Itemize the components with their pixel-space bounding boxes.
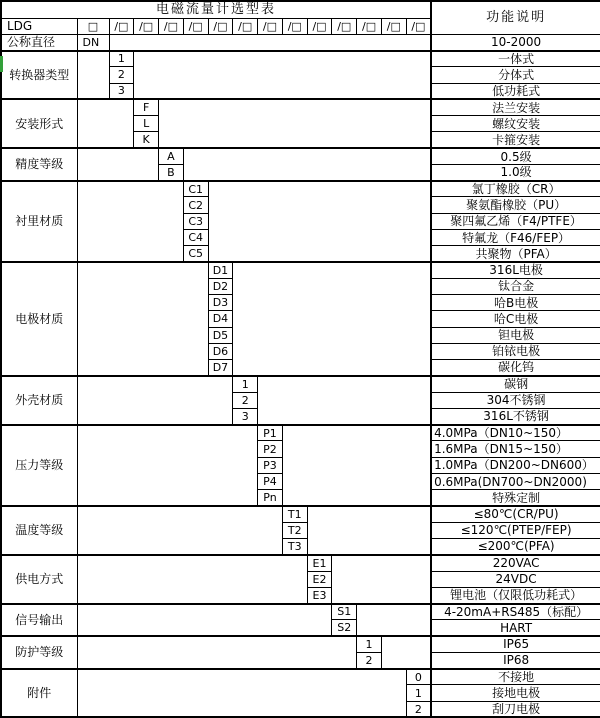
table-row	[1, 555, 600, 571]
desc-cell: 特殊定制	[431, 490, 600, 506]
category-label: 安装形式	[1, 99, 77, 148]
desc-cell: 316L不锈钢	[431, 408, 600, 424]
right-filler-cell	[233, 262, 431, 376]
right-filler-cell	[357, 604, 431, 637]
category-label: 信号输出	[1, 604, 77, 637]
code-cell: T1	[282, 506, 307, 522]
code-cell: D4	[208, 311, 233, 327]
table-row	[1, 425, 600, 441]
code-cell: S1	[332, 604, 357, 620]
table-title: 电磁流量计选型表	[1, 1, 431, 18]
right-filler-cell	[307, 506, 431, 555]
desc-cell: 卡箍安装	[431, 132, 600, 148]
category-label: 温度等级	[1, 506, 77, 555]
code-cell: A	[159, 148, 184, 164]
desc-cell: ≤80℃(CR/PU)	[431, 506, 600, 522]
model-slot-cell: /□	[134, 18, 159, 34]
title-row	[1, 1, 600, 18]
code-cell: 2	[406, 701, 431, 717]
table-row	[1, 636, 600, 652]
left-filler-cell	[77, 51, 109, 100]
desc-cell: 接地电极	[431, 685, 600, 701]
desc-cell: 共聚物（PFA）	[431, 246, 600, 262]
model-box-cell: □	[77, 18, 109, 34]
desc-cell: 0.6MPa(DN700~DN2000)	[431, 473, 600, 489]
code-cell: 1	[357, 636, 382, 652]
desc-cell: 碳钢	[431, 376, 600, 392]
function-column-header: 功能说明	[431, 1, 600, 34]
code-cell: F	[134, 99, 159, 115]
desc-cell: 钛合金	[431, 278, 600, 294]
model-slot-cell: /□	[183, 18, 208, 34]
model-prefix-cell: LDG	[1, 18, 77, 34]
desc-cell: 0.5级	[431, 148, 600, 164]
code-cell: T3	[282, 539, 307, 555]
desc-cell: 4.0MPa（DN10~150）	[431, 425, 600, 441]
code-cell: D5	[208, 327, 233, 343]
category-label: 衬里材质	[1, 181, 77, 262]
left-filler-cell	[77, 148, 159, 181]
desc-cell: 法兰安装	[431, 99, 600, 115]
model-slot-cell: /□	[381, 18, 406, 34]
code-cell: D1	[208, 262, 233, 278]
code-cell: T2	[282, 522, 307, 538]
category-label: 外壳材质	[1, 376, 77, 425]
right-filler-cell	[134, 51, 431, 100]
desc-cell: 哈B电极	[431, 295, 600, 311]
code-cell: K	[134, 132, 159, 148]
desc-cell: 氯丁橡胶（CR）	[431, 181, 600, 197]
model-slot-cell: /□	[307, 18, 332, 34]
model-slot-cell: /□	[159, 18, 184, 34]
diameter-value-cell: 10-2000	[431, 34, 600, 50]
table-row	[1, 506, 600, 522]
diameter-code-cell: DN	[77, 34, 109, 50]
desc-cell: 螺纹安装	[431, 116, 600, 132]
diameter-label-cell: 公称直径	[1, 34, 77, 50]
model-slot-cell: /□	[406, 18, 431, 34]
desc-cell: 刮刀电极	[431, 701, 600, 717]
table-row	[1, 604, 600, 620]
desc-cell: 220VAC	[431, 555, 600, 571]
table-row	[1, 669, 600, 685]
desc-cell: 特氟龙（F46/FEP）	[431, 229, 600, 245]
desc-cell: IP65	[431, 636, 600, 652]
desc-cell: 聚四氟乙烯（F4/PTFE）	[431, 213, 600, 229]
right-filler-cell	[208, 181, 431, 262]
table-row	[1, 51, 600, 67]
code-cell: S2	[332, 620, 357, 636]
category-label: 压力等级	[1, 425, 77, 506]
table-row	[1, 99, 600, 115]
desc-cell: 分体式	[431, 67, 600, 83]
code-cell: Pn	[258, 490, 283, 506]
diameter-filler-cell	[109, 34, 431, 50]
code-cell: E3	[307, 587, 332, 603]
desc-cell: ≤200℃(PFA)	[431, 539, 600, 555]
code-cell: C3	[183, 213, 208, 229]
model-slot-cell: /□	[332, 18, 357, 34]
left-filler-cell	[77, 262, 208, 376]
desc-cell: 铂铱电极	[431, 343, 600, 359]
code-cell: L	[134, 116, 159, 132]
code-cell: D2	[208, 278, 233, 294]
table-row	[1, 262, 600, 278]
table-row	[1, 148, 600, 164]
table-row	[1, 376, 600, 392]
desc-cell: 不接地	[431, 669, 600, 685]
green-selection-artifact	[0, 56, 3, 72]
desc-cell: 聚氨酯橡胶（PU）	[431, 197, 600, 213]
left-filler-cell	[77, 636, 357, 669]
left-filler-cell	[77, 604, 332, 637]
code-cell: 2	[109, 67, 134, 83]
desc-cell: IP68	[431, 652, 600, 668]
code-cell: D3	[208, 295, 233, 311]
category-label: 供电方式	[1, 555, 77, 604]
code-cell: 3	[109, 83, 134, 99]
category-label: 电极材质	[1, 262, 77, 376]
category-label: 转换器类型	[1, 51, 77, 100]
desc-cell: 4-20mA+RS485（标配）	[431, 604, 600, 620]
left-filler-cell	[77, 669, 406, 718]
code-cell: 2	[357, 652, 382, 668]
left-filler-cell	[77, 425, 258, 506]
desc-cell: ≤120℃(PTEP/FEP)	[431, 522, 600, 538]
code-cell: D7	[208, 360, 233, 376]
left-filler-cell	[77, 376, 233, 425]
desc-cell: 钽电极	[431, 327, 600, 343]
model-slot-cell: /□	[233, 18, 258, 34]
desc-cell: 哈C电极	[431, 311, 600, 327]
code-cell: C4	[183, 229, 208, 245]
model-slot-cell: /□	[208, 18, 233, 34]
model-slot-cell: /□	[109, 18, 134, 34]
desc-cell: 1.0级	[431, 164, 600, 180]
code-cell: C1	[183, 181, 208, 197]
right-filler-cell	[159, 99, 432, 148]
code-cell: C5	[183, 246, 208, 262]
code-cell: 2	[233, 392, 258, 408]
left-filler-cell	[77, 181, 183, 262]
code-cell: C2	[183, 197, 208, 213]
desc-cell: 304不锈钢	[431, 392, 600, 408]
desc-cell: 锂电池（仅限低功耗式）	[431, 587, 600, 603]
desc-cell: 碳化钨	[431, 360, 600, 376]
model-slot-cell: /□	[282, 18, 307, 34]
desc-cell: HART	[431, 620, 600, 636]
right-filler-cell	[332, 555, 431, 604]
code-cell: P1	[258, 425, 283, 441]
code-cell: P4	[258, 473, 283, 489]
desc-cell: 一体式	[431, 51, 600, 67]
code-cell: D6	[208, 343, 233, 359]
code-cell: 1	[406, 685, 431, 701]
code-cell: E1	[307, 555, 332, 571]
desc-cell: 1.6MPa（DN15~150）	[431, 441, 600, 457]
right-filler-cell	[381, 636, 431, 669]
code-cell: 3	[233, 408, 258, 424]
right-filler-cell	[183, 148, 431, 181]
category-label: 防护等级	[1, 636, 77, 669]
code-cell: 1	[109, 51, 134, 67]
desc-cell: 1.0MPa（DN200~DN600）	[431, 457, 600, 473]
left-filler-cell	[77, 99, 134, 148]
code-cell: E2	[307, 571, 332, 587]
model-slot-cell: /□	[357, 18, 382, 34]
code-cell: P2	[258, 441, 283, 457]
diameter-row	[1, 34, 600, 50]
desc-cell: 316L电极	[431, 262, 600, 278]
category-label: 附件	[1, 669, 77, 718]
left-filler-cell	[77, 555, 307, 604]
code-cell: B	[159, 164, 184, 180]
code-cell: 1	[233, 376, 258, 392]
right-filler-cell	[258, 376, 432, 425]
left-filler-cell	[77, 506, 282, 555]
desc-cell: 24VDC	[431, 571, 600, 587]
desc-cell: 低功耗式	[431, 83, 600, 99]
model-slot-cell: /□	[258, 18, 283, 34]
category-label: 精度等级	[1, 148, 77, 181]
code-cell: P3	[258, 457, 283, 473]
code-cell: 0	[406, 669, 431, 685]
right-filler-cell	[282, 425, 431, 506]
table-row	[1, 181, 600, 197]
